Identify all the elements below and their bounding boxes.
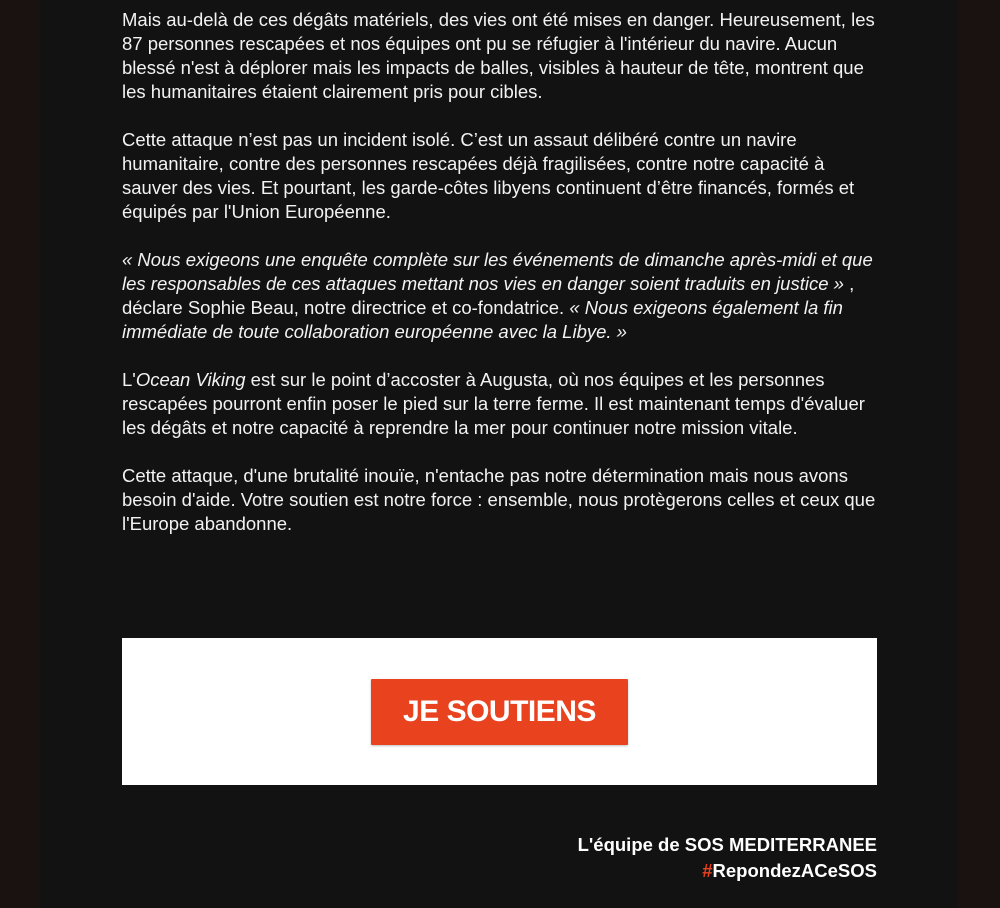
paragraph-ship: L'Ocean Viking est sur le point d’accoster à Augusta, où nos équipes et les personnes rescapées pourront enfin poser le pied sur la terre ferme. Il est maintenant temps d'évaluer les dégâts et notre capacité à reprendre la mer pour continuer notre mission vitale. — [122, 369, 865, 438]
ship-name: Ocean Viking — [135, 369, 246, 390]
signature — [578, 832, 877, 884]
je-soutiens-button[interactable]: JE SOUTIENS — [371, 679, 628, 745]
signature-team: L'équipe de SOS MEDITERRANEE — [577, 834, 877, 855]
quote-attribution: , déclare Sophie Beau, notre directrice et co-fondatrice. — [122, 273, 855, 318]
paragraph-quote — [122, 248, 882, 344]
hash-symbol: # — [702, 860, 713, 881]
hashtag-text: RepondezACeSOS — [712, 860, 877, 881]
paragraph-attack: Cette attaque n’est pas un incident isolé. C’est un assaut délibéré contre un navire humanitaire, contre des personnes rescapées déjà fragilisées, contre notre capacité à sauver des vies. Et pourtant, les garde-côtes libyens continuent d’être financés, formés et équipés par l'Union Européenne. — [122, 129, 855, 222]
quote-demand-investigation: « Nous exigeons une enquête complète sur les événements de dimanche après-midi et que les responsables de ces attaques mettant nos vies en danger soient traduits en justice » — [122, 249, 873, 294]
paragraph-danger: Mais au-delà de ces dégâts matériels, des vies ont été mises en danger. Heureusement, les 87 personnes rescapées et nos équipes ont pu se réfugier à l'intérieur du navire. Aucun blessé n'est à déplorer mais les impacts de balles, visibles à hauteur de tête, montrent que les humanitaires étaient clairement pris pour cibles. — [122, 9, 875, 102]
hashtag[interactable] — [578, 858, 877, 884]
article-content — [122, 8, 882, 560]
paragraph-appeal: Cette attaque, d'une brutalité inouïe, n'entache pas notre détermination mais nous avons besoin d'aide. Votre soutien est notre force : ensemble, nous protègerons celles et ceux que l'Europe abandonne. — [122, 465, 876, 534]
quote-demand-end-collaboration: « Nous exigeons également la fin immédiate de toute collaboration européenne avec la Libye. » — [122, 297, 843, 342]
email-body — [40, 0, 958, 908]
donate-banner — [122, 638, 877, 785]
